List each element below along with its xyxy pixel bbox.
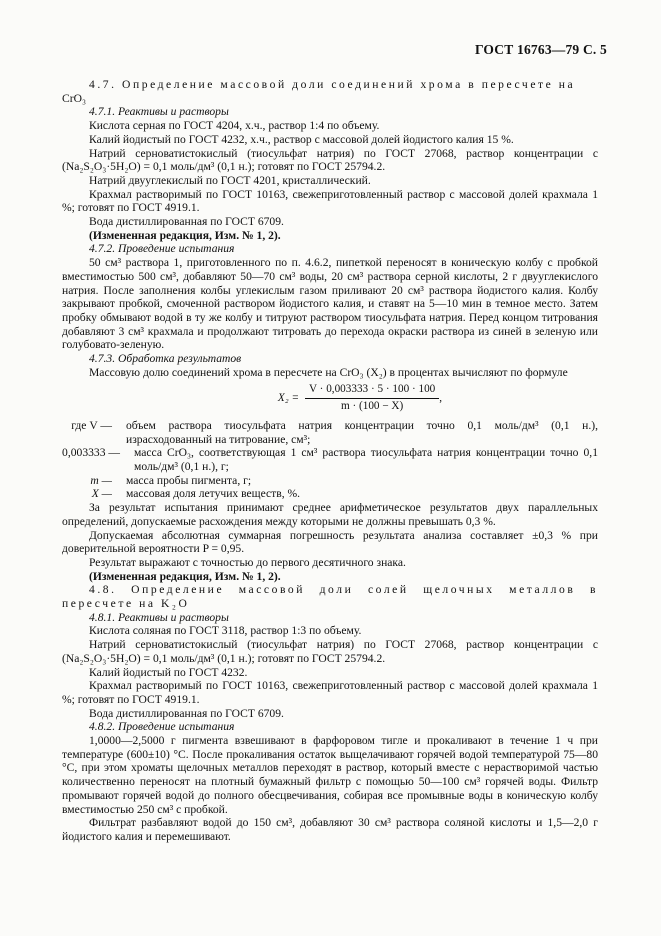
formula-x2 <box>122 383 598 413</box>
procedure-text: 1,0000—2,5000 г пигмента взвешивают в фарфоровом тигле и прокаливают в течение 1 ч при температуре (600±10) °С. После прокаливания остаток выщелачивают горячей водой температурой 75—80 °С, при этом хроматы щелочных металлов переходят в раствор, который вместе с нерастворимой частью количественно переносят на плотный бумажный фильтр с помощью 50—100 см³ горячей воды. Фильтр промывают горячей водой до полного обесцвечивания, собирая все промывные воды в коническую колбу вместимостью 250 см³ с пробкой. <box>62 734 598 816</box>
where-row <box>62 487 598 501</box>
reagent-hydrochloric-acid: Кислота соляная по ГОСТ 3118, раствор 1:3 по объему. <box>89 624 362 638</box>
where-term: где V — <box>71 418 112 432</box>
subsection-4-8-1: 4.8.1. Реактивы и растворы <box>89 610 229 624</box>
formula-denominator: m · (100 − X) <box>341 400 404 413</box>
document-body <box>62 78 598 844</box>
reagent-potassium-iodide: Калий йодистый по ГОСТ 4232, х.ч., раствор с массовой долей йодистого калия 15 %. <box>89 132 514 146</box>
reagent-sodium-thiosulfate: Натрий серноватистокислый (тиосульфат натрия) по ГОСТ 27068, раствор концентрации c (Na₂S₂O₃·5H₂O) = 0,1 моль/дм³ (0,1 н.); готовят по ГОСТ 25794.2. <box>62 146 598 174</box>
formula-intro: Массовую долю соединений хрома в пересчете на CrO₃ (X₂) в процентах вычисляют по формуле <box>89 365 568 379</box>
reagent-starch: Крахмал растворимый по ГОСТ 10163, свежеприготовленный раствор с массовой долей крахмала 1 %; готовят по ГОСТ 4919.1. <box>62 679 598 706</box>
formula-numerator: V · 0,003333 · 5 · 100 · 100 <box>305 383 439 399</box>
where-row <box>62 419 598 446</box>
where-desc: объем раствора тиосульфата натрия концентрации точно 0,1 моль/дм³ (0,1 н.), израсходованный на титрование, см³; <box>126 418 598 446</box>
formula-fraction <box>305 383 439 413</box>
formula-tail: , <box>439 391 443 404</box>
subsection-4-7-3: 4.7.3. Обработка результатов <box>89 352 242 366</box>
page-header: ГОСТ 16763—79 С. 5 <box>474 42 607 57</box>
where-row <box>62 474 598 488</box>
section-4-8-heading: 4.8. Определение массовой доли солей щелочных металлов в пересчете на K₂O <box>62 583 598 611</box>
where-term: m — <box>90 473 112 487</box>
formula-lhs: X₂ = <box>277 391 299 404</box>
where-term: 0,003333 — <box>62 446 120 460</box>
procedure-text: Фильтрат разбавляют водой до 150 см³, добавляют 30 см³ раствора соляной кислоты и 1,5—2,0 г йодистого калия и перемешивают. <box>62 816 598 843</box>
subsection-4-7-1: 4.7.1. Реактивы и растворы <box>89 105 229 119</box>
where-row <box>62 446 598 473</box>
amendment-note: (Измененная редакция, Изм. № 1, 2). <box>89 569 281 583</box>
procedure-text: 50 см³ раствора 1, приготовленного по п. 4.6.2, пипеткой переносят в коническую колбу с пробкой вместимостью 500 см³, добавляют 50—70 см³ воды, 20 см³ раствора серной кислоты, 2 г двууглекислого натрия. После заполнения колбы углекислым газом приливают 20 см³ раствора йодистого калия. Колбу закрывают пробкой, смоченной раствором йодистого калия, и ставят на 5—10 мин в темное место. Затем пробку обмывают водой в ту же колбу и титруют раствором тиосульфата натрия. Перед концом титрования добавляют 3 см³ крахмала и продолжают титровать до перехода окраски раствора из синей в зеленую или голубовато-зеленую. <box>62 256 598 352</box>
section-4-7-heading-cont: CrO₃ <box>62 91 87 105</box>
subsection-4-7-2: 4.7.2. Проведение испытания <box>89 242 235 256</box>
result-rule: За результат испытания принимают среднее арифметическое результатов двух параллельных определений, допускаемые расхождения между которыми не должны превышать 0,3 %. <box>62 501 598 528</box>
amendment-note: (Измененная редакция, Изм. № 1, 2). <box>89 228 281 242</box>
where-desc: масса пробы пигмента, г; <box>126 473 252 487</box>
subsection-4-8-2: 4.8.2. Проведение испытания <box>89 720 235 734</box>
reagent-water: Вода дистиллированная по ГОСТ 6709. <box>89 706 284 720</box>
precision-note: Результат выражают с точностью до первого десятичного знака. <box>89 555 406 569</box>
error-tolerance: Допускаемая абсолютная суммарная погрешность результата анализа составляет ±0,3 % при доверительной вероятности P = 0,95. <box>62 528 598 556</box>
reagent-water: Вода дистиллированная по ГОСТ 6709. <box>89 215 284 229</box>
reagent-sodium-thiosulfate: Натрий серноватистокислый (тиосульфат натрия) по ГОСТ 27068, раствор концентрации c (Na₂S₂O₃·5H₂O) = 0,1 моль/дм³ (0,1 н.); готовят по ГОСТ 25794.2. <box>62 638 598 665</box>
reagent-sodium-bicarbonate: Натрий двууглекислый по ГОСТ 4201, кристаллический. <box>89 173 371 187</box>
reagent-sulfuric-acid: Кислота серная по ГОСТ 4204, х.ч., раствор 1:4 по объему. <box>89 119 380 133</box>
where-desc: массовая доля летучих веществ, %. <box>126 487 301 501</box>
section-4-7-heading: 4.7. Определение массовой доли соединений хрома в пересчете на <box>89 78 576 91</box>
where-term: X — <box>91 487 112 501</box>
reagent-starch: Крахмал растворимый по ГОСТ 10163, свежеприготовленный раствор с массовой долей крахмала 1 %; готовят по ГОСТ 4919.1. <box>62 187 598 215</box>
where-desc: масса CrO₃, соответствующая 1 см³ раствора тиосульфата натрия концентрации точно 0,1 моль/дм³ (0,1 н.), г; <box>134 446 598 473</box>
reagent-potassium-iodide: Калий йодистый по ГОСТ 4232. <box>89 665 248 679</box>
